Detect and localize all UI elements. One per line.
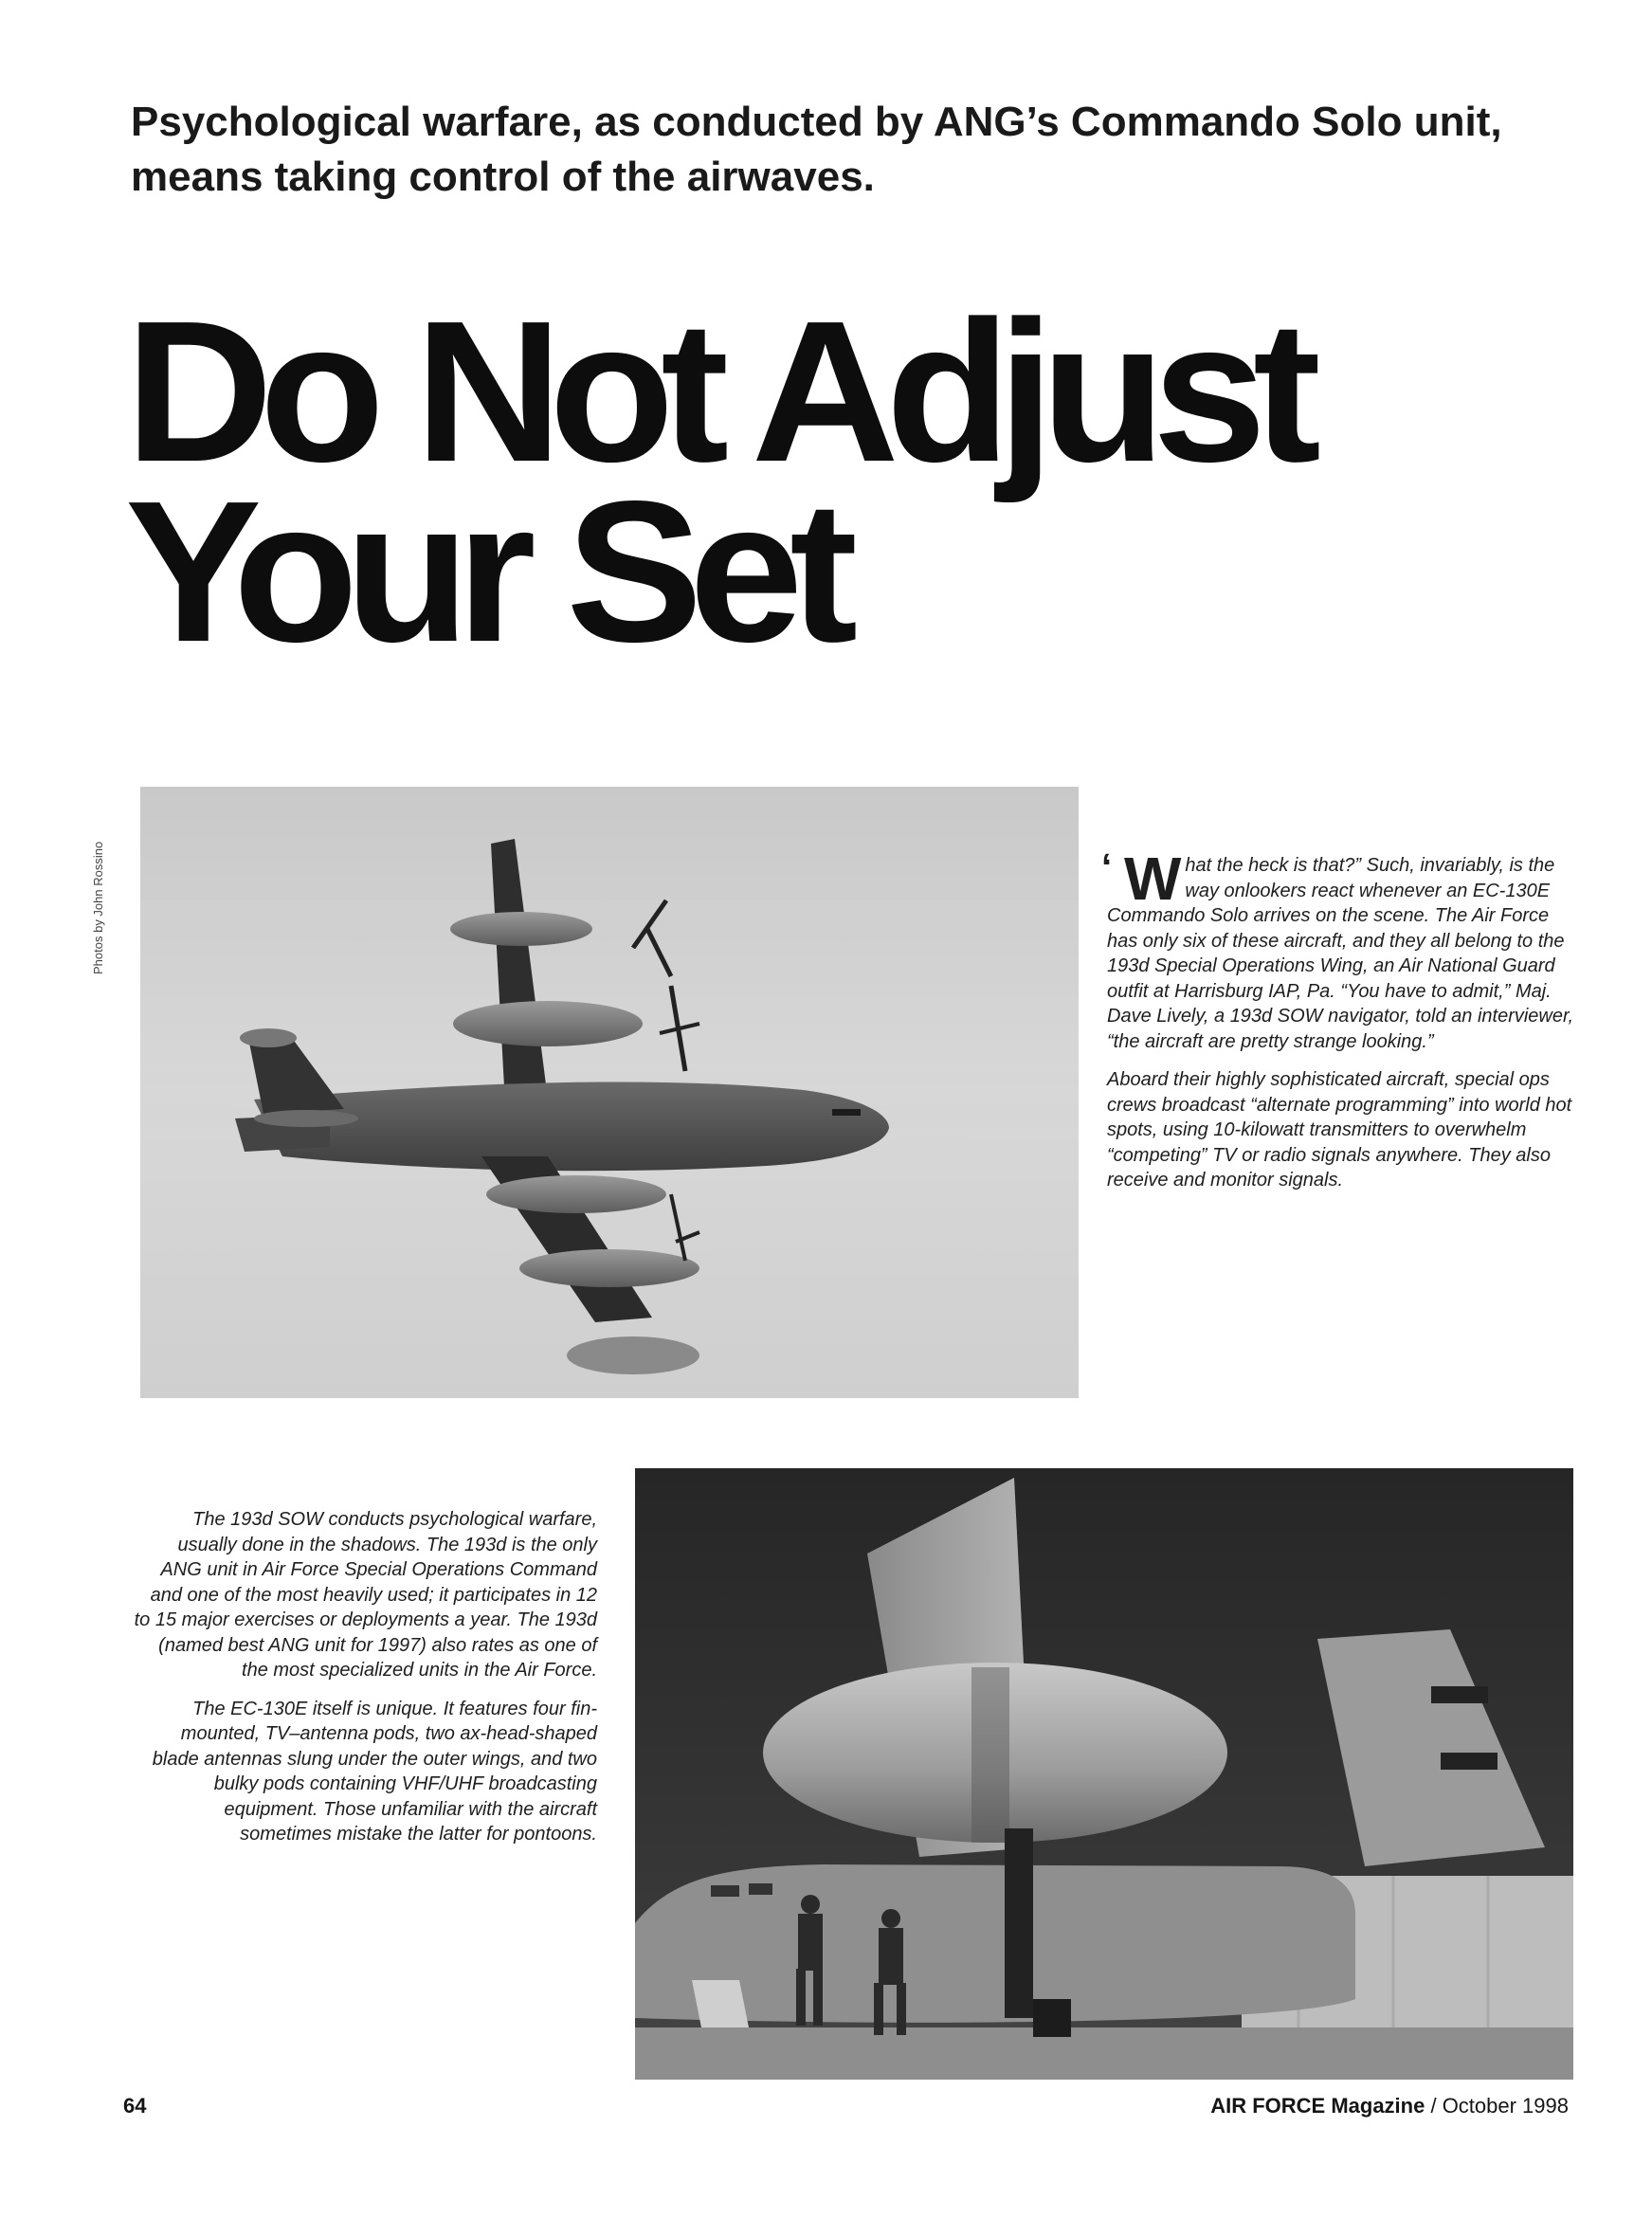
drop-cap: W <box>1124 845 1180 913</box>
intro-paragraph-2: Aboard their highly sophisticated aircraft, special ops crews broadcast “alternate programming” into world hot spots, using 10-kilowatt transmitters to overwhelm “competing” TV or radio signals anywhere. They also receive and monitor signals. <box>1107 1069 1572 1191</box>
intro-paragraph-1-text: hat the heck is that?” Such, invariably, is the way onlookers react whenever an EC-130E Commando Solo arrives on the scene. The Air Force has only six of these aircraft, and they all belong to the 193d Special Operations Wing, an Air National Guard outfit at Harrisburg IAP, Pa. “You have to admit,” Maj. Dave Lively, a 193d SOW navigator, told an interviewer, “the aircraft are pretty strange looking.” <box>1107 855 1574 1052</box>
photo-credit-text: Photos by John Rossino <box>91 841 105 974</box>
intro-paragraph-1 <box>1101 845 1581 1054</box>
page-number: 64 <box>123 2094 147 2118</box>
caption-text <box>133 1507 597 1861</box>
intro-text <box>1101 845 1581 1207</box>
open-quote-mark: ‘ <box>1101 846 1113 888</box>
magazine-footer <box>1210 2094 1569 2118</box>
deck-subtitle: Psychological warfare, as conducted by ANG’s Commando Solo unit, means taking control of the airwaves. <box>131 99 1502 200</box>
photo-aircraft-on-ground <box>635 1468 1573 2080</box>
photo-aircraft-in-flight <box>140 787 1079 1398</box>
photo-credit <box>91 785 110 974</box>
issue-date: October 1998 <box>1442 2094 1569 2118</box>
headline <box>125 279 1556 683</box>
magazine-name: AIR FORCE Magazine <box>1210 2094 1425 2118</box>
footer-separator: / <box>1425 2094 1443 2118</box>
caption-paragraph-2: The EC-130E itself is unique. It features four fin-mounted, TV–antenna pods, two ax-head-shaped blade antennas slung under the outer wings, and two bulky pods containing VHF/UHF broadcasting equipment. Those unfamiliar with the aircraft sometimes mistake the latter for pontoons. <box>152 1698 597 1845</box>
headline-line-2: Your Set <box>125 459 844 683</box>
headline-line-1: Do Not Adjust <box>125 279 1308 503</box>
caption-paragraph-1: The 193d SOW conducts psychological warfare, usually done in the shadows. The 193d is the only ANG unit in Air Force Special Operations Command and one of the most heavily used; it participates in 12 to 15 major exercises or deployments a year. The 193d (named best ANG unit for 1997) also rates as one of the most specialized units in the Air Force. <box>134 1509 597 1681</box>
